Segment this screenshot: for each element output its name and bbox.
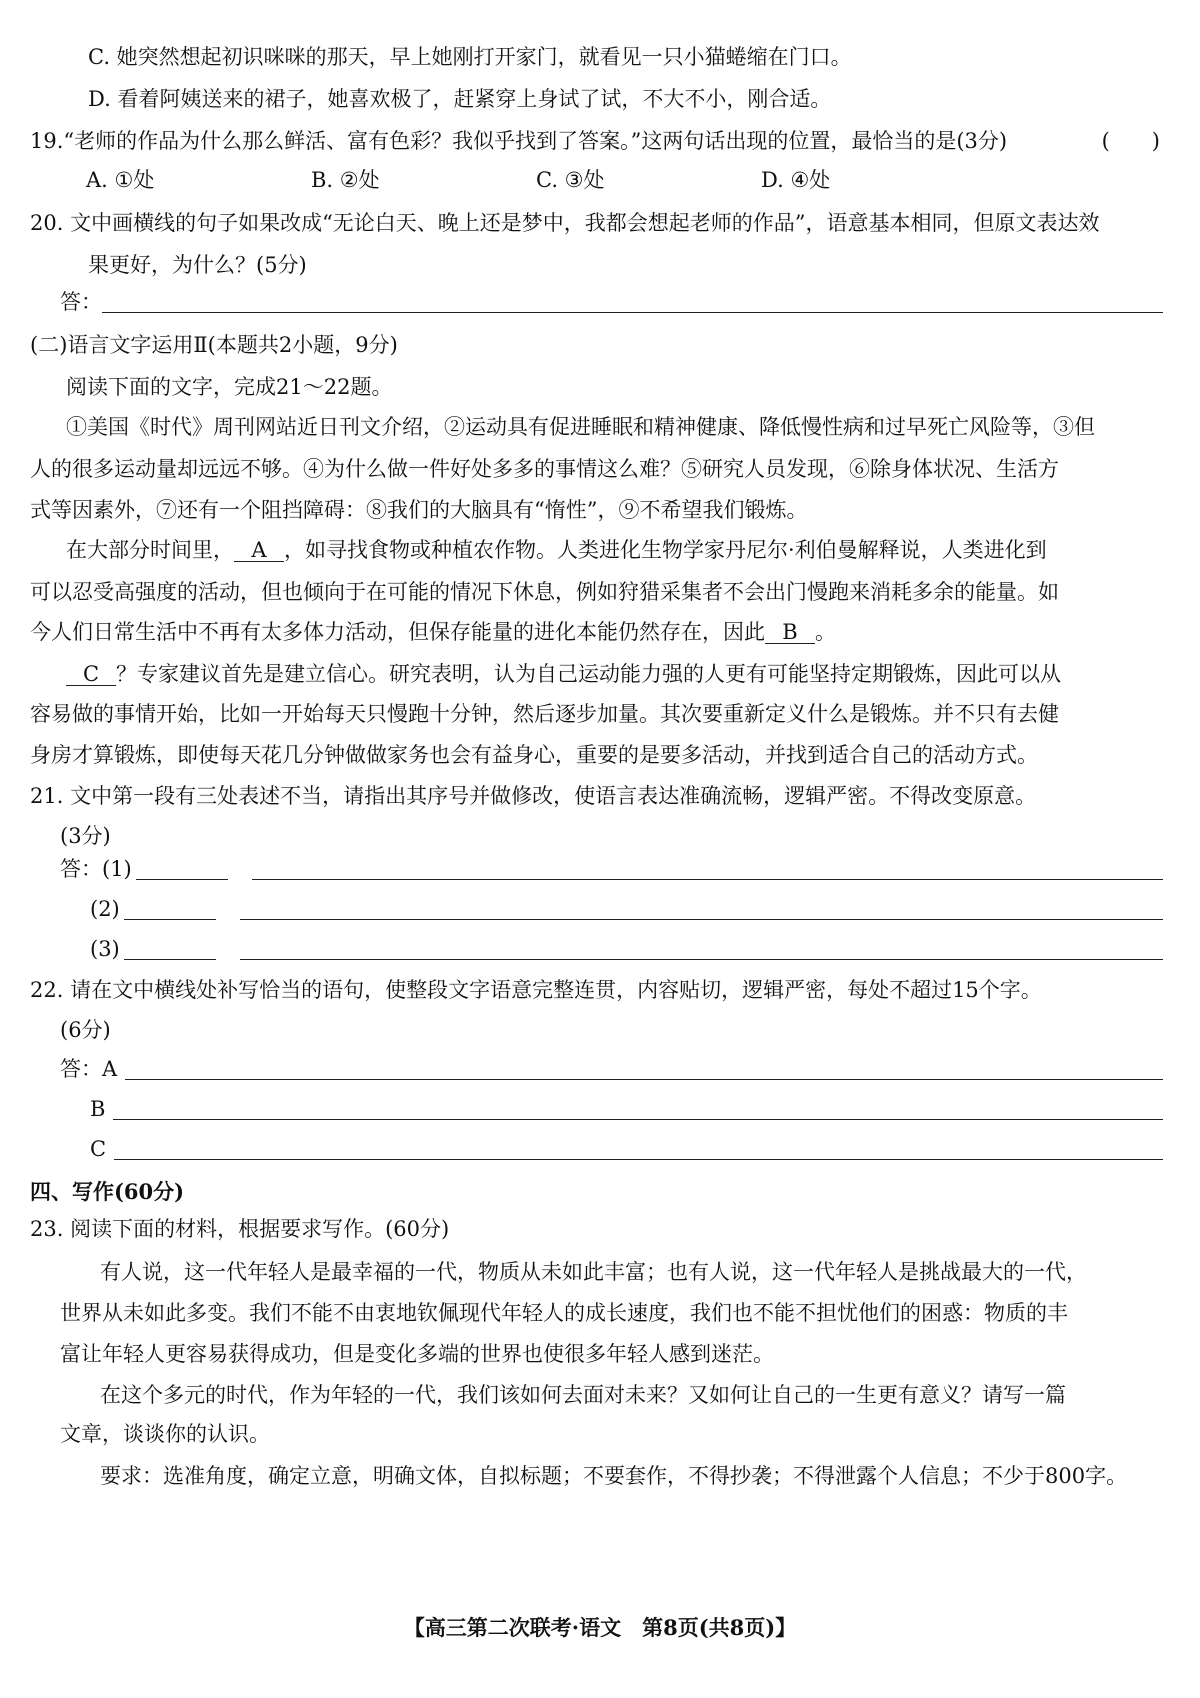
question-22-line1: 22. 请在文中横线处补写恰当的语句，使整段文字语意完整连贯，内容贴切，逻辑严密，每处不超过15个字。 [30, 978, 1042, 1002]
question-22-answer-b: B [90, 1099, 1163, 1120]
passage-p3-line3: 身房才算锻炼，即使每天花几分钟做做家务也会有益身心，重要的是要多活动，并找到适合自己的活动方式。 [30, 743, 1038, 767]
question-20-answer [60, 292, 1163, 313]
answer-label: 答： [60, 290, 102, 314]
question-22-line2: (6分) [60, 1018, 111, 1042]
option-c: C. ③处 [536, 168, 605, 192]
option-b: B. ②处 [311, 168, 380, 192]
writing-requirements: 要求：选准角度，确定立意，明确文体，自拟标题；不要套作，不得抄袭；不得泄露个人信息；不少于800字。 [100, 1464, 1128, 1488]
material-p1-line3: 富让年轻人更容易获得成功，但是变化多端的世界也使很多年轻人感到迷茫。 [60, 1342, 774, 1366]
section-4-heading: 四、写作(60分) [30, 1179, 185, 1204]
answer-line[interactable] [113, 1118, 1163, 1120]
answer-short-line[interactable] [124, 958, 216, 960]
material-p2-line2: 文章，谈谈你的认识。 [60, 1422, 270, 1446]
question-19-text: 19.“老师的作品为什么那么鲜活、富有色彩？我似乎找到了答案。”这两句话出现的位置，最恰当的是(3分) [30, 129, 1008, 153]
question-21-line2: (3分) [60, 824, 111, 848]
passage-p3-line1: C ？专家建议首先是建立信心。研究表明，认为自己运动能力强的人更有可能坚持定期锻炼，因此可以从 [66, 664, 1061, 686]
answer-line[interactable] [125, 1078, 1163, 1080]
passage-p2-line2: 可以忍受高强度的活动，但也倾向于在可能的情况下休息，例如狩猎采集者不会出门慢跑来消耗多余的能量。如 [30, 580, 1059, 604]
question-21-answer-3: (3) [90, 939, 1163, 960]
answer-long-line[interactable] [252, 878, 1163, 880]
question-21-answer-1: 答：(1) [60, 859, 1163, 880]
page-footer: 【高三第二次联考·语文 第8页(共8页)】 [403, 1615, 797, 1640]
passage-p1-line1: ①美国《时代》周刊网站近日刊文介绍，②运动具有促进睡眠和精神健康、降低慢性病和过早死亡风险等，③但 [66, 415, 1095, 439]
option-d: D. ④处 [761, 168, 831, 192]
answer-short-line[interactable] [124, 918, 216, 920]
answer-line[interactable] [102, 311, 1163, 313]
section-2-heading: (二)语言文字运用Ⅱ(本题共2小题，9分) [30, 333, 398, 357]
question-20-line2: 果更好，为什么？(5分) [88, 253, 307, 277]
passage-p1-line2: 人的很多运动量却远远不够。④为什么做一件好处多多的事情这么难？⑤研究人员发现，⑥除身体状况、生活方 [30, 457, 1059, 481]
question-20-line1: 20. 文中画横线的句子如果改成“无论白天、晚上还是梦中，我都会想起老师的作品”，语意基本相同，但原文表达效 [30, 211, 1100, 235]
blank-a[interactable]: A [234, 540, 284, 562]
blank-b[interactable]: B [765, 622, 815, 644]
material-p2-line1: 在这个多元的时代，作为年轻的一代，我们该如何去面对未来？又如何让自己的一生更有意义？请写一篇 [100, 1383, 1066, 1407]
blank-c[interactable]: C [66, 664, 116, 686]
passage-p2-line1: 在大部分时间里， A ，如寻找食物或种植农作物。人类进化生物学家丹尼尔·利伯曼解释说，人类进化到 [66, 538, 1047, 562]
passage-p1-line3: 式等因素外，⑦还有一个阻挡障碍：⑧我们的大脑具有“惰性”，⑨不希望我们锻炼。 [30, 498, 808, 522]
question-21-line1: 21. 文中第一段有三处表述不当，请指出其序号并做修改，使语言表达准确流畅，逻辑严密。不得改变原意。 [30, 784, 1037, 808]
question-19 [30, 131, 1160, 152]
passage-p2-line3: 今人们日常生活中不再有太多体力活动，但保存能量的进化本能仍然存在，因此 B 。 [30, 620, 836, 644]
question-22-answer-c: C [90, 1139, 1163, 1160]
answer-long-line[interactable] [240, 958, 1163, 960]
answer-line[interactable] [114, 1158, 1163, 1160]
question-19-paren: ( ) [1101, 129, 1160, 153]
answer-long-line[interactable] [240, 918, 1163, 920]
question-21-answer-2: (2) [90, 899, 1163, 920]
option-a: A. ①处 [86, 168, 155, 192]
question-22-answer-a: 答：A [60, 1059, 1163, 1080]
option-c-line: C. 她突然想起初识咪咪的那天，早上她刚打开家门，就看见一只小猫蜷缩在门口。 [88, 45, 852, 69]
passage-p3-line2: 容易做的事情开始，比如一开始每天只慢跑十分钟，然后逐步加量。其次要重新定义什么是锻炼。并不只有去健 [30, 702, 1059, 726]
section-2-intro: 阅读下面的文字，完成21～22题。 [66, 375, 393, 399]
answer-short-line[interactable] [136, 878, 228, 880]
material-p1-line1: 有人说，这一代年轻人是最幸福的一代，物质从未如此丰富；也有人说，这一代年轻人是挑战最大的一代， [100, 1260, 1087, 1284]
option-d-line: D. 看着阿姨送来的裙子，她喜欢极了，赶紧穿上身试了试，不大不小，刚合适。 [88, 87, 832, 111]
question-23: 23. 阅读下面的材料，根据要求写作。(60分) [30, 1217, 450, 1241]
question-19-options [86, 170, 986, 191]
material-p1-line2: 世界从未如此多变。我们不能不由衷地钦佩现代年轻人的成长速度，我们也不能不担忧他们的困惑：物质的丰 [60, 1301, 1068, 1325]
